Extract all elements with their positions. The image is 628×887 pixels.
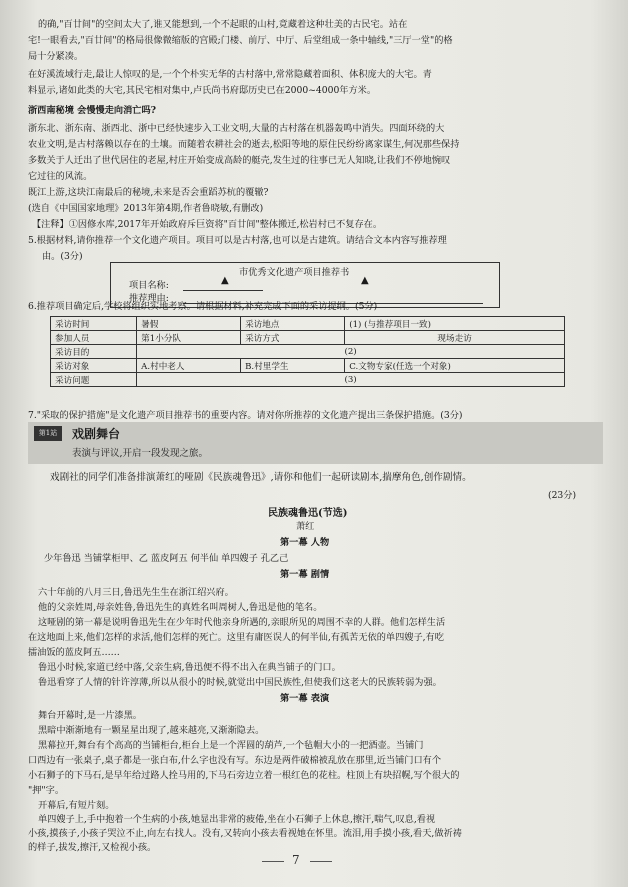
table-cell: B.村里学生: [241, 359, 345, 373]
table-cell: 暑假: [137, 317, 241, 331]
page-number-rule: [310, 861, 332, 862]
text-line: 多数关于人迁出了世代居住的老屋,村庄开始变成高龄的艇壳,发生过的往事已无人知晓,让我们不停地惋叹: [28, 155, 451, 166]
text-line: 在好溪流域行走,最让人惊叹的是,一个个朴实无华的古村落中,常常隐藏着面积、体积庞大的大宅。青: [28, 69, 432, 80]
act-heading: 第一幕 剧情: [280, 569, 330, 580]
table-row: [51, 373, 565, 387]
drama-title: 民族魂鲁迅(节选): [268, 508, 348, 519]
script-line: 鲁迅小时候,家道已经中落,父亲生病,鲁迅便不得不出入在典当铺子的门口。: [38, 662, 341, 673]
script-line: 单四嫂子上,手中抱着一个生病的小孩,她显出非常的疲倦,坐在小石狮子上休息,擦汗,喘气,叹息,看视: [38, 814, 436, 825]
table-cell: 采访方式: [241, 331, 345, 345]
script-line: 黑幕拉开,舞台有个高高的当铺柜台,柜台上是一个浑圆的葫芦,一个毡帽大小的一把酒壶。当铺门: [38, 740, 424, 751]
section-title: 戏剧舞台: [72, 427, 121, 441]
script-line: "押"字。: [28, 785, 65, 796]
script-line: 这哑剧的第一幕是说明鲁迅先生在少年时代他亲身所遇的,亲眼所见的周围不幸的人群。他们怎样生活: [38, 617, 446, 628]
drama-intro: 戏剧社的同学们准备排演萧红的哑剧《民族魂鲁迅》,请你和他们一起研读剧本,揣摩角色,创作剧情。: [50, 472, 472, 483]
script-line: 六十年前的八月三日,鲁迅先生生在浙江绍兴府。: [38, 587, 234, 598]
table-cell: 第1小分队: [137, 331, 241, 345]
table-cell: A.村中老人: [137, 359, 241, 373]
form-title: 市优秀文化遗产项目推荐书: [239, 267, 350, 278]
script-line: 小孩,摸孩子,小孩子哭泣不止,向左右找人。没有,又转向小孩去看视她在怀里。流泪,用手摸小孩,看天,做祈祷: [28, 828, 462, 839]
table-cell: (2): [137, 345, 565, 359]
text-line: 的确,"百廿间"的空间太大了,谁又能想到,一个不起眼的山村,竟藏着这种壮美的古民宅。站在: [38, 19, 408, 30]
text-line: 浙东北、浙东南、浙西北、浙中已经快速步入工业文明,大量的古村落在机器轰鸣中消失。四面环绕的大: [28, 123, 445, 134]
drama-score: (23分): [548, 490, 577, 501]
table-cell: 参加人员: [51, 331, 137, 345]
recommend-reason-label: 推荐理由:: [129, 293, 169, 304]
section-subtitle: 表演与评议,开启一段发现之旅。: [72, 448, 209, 459]
drama-author: 萧红: [296, 521, 315, 532]
table-cell: 采访地点: [241, 317, 345, 331]
triangle-marker-icon: ▲: [221, 275, 229, 286]
text-line: 局十分紧凑。: [28, 51, 84, 62]
annotation-note: 【注释】①因修水库,2017年开始政府斥巨资将"百廿间"整体搬迁,松岩村已不复存在。: [32, 219, 383, 230]
table-cell: (1) (与推荐项目一致): [345, 317, 565, 331]
triangle-marker-icon: ▲: [361, 275, 369, 286]
script-line: 在这地面上来,他们怎样的求活,他们怎样的死亡。这里有庸医误人的何半仙,有孤苦无依的单四嫂子,有吃: [28, 632, 444, 643]
cast-list: 少年鲁迅 当铺掌柜甲、乙 蓝皮阿五 何半仙 单四嫂子 孔乙己: [44, 553, 289, 564]
table-cell: 采访目的: [51, 345, 137, 359]
page-number: 7: [292, 853, 300, 867]
text-line: 农业文明,是古村落赖以存在的土壤。而随着农耕社会的逝去,松阳等地的原住民纷纷离家谋生,何况那些保持: [28, 139, 460, 150]
act-heading: 第一幕 人物: [280, 537, 330, 548]
table-row: [51, 317, 565, 331]
script-line: 口西边有一张桌子,桌子都是一张白布,什么字也没有写。东边是两件破棉被乱放在那里,近当铺门口有个: [28, 755, 442, 766]
question-5-score: 由。(3分): [42, 251, 83, 262]
table-cell: 采访时间: [51, 317, 137, 331]
interview-outline-table: [50, 316, 565, 387]
table-row: [51, 331, 565, 345]
script-line: 黑暗中渐渐地有一颗星星出现了,越来越亮,又渐渐隐去。: [38, 725, 265, 736]
source-citation: (选自《中国国家地理》2013年第4期,作者鲁晓敏,有删改): [28, 203, 264, 214]
project-name-label: 项目名称:: [129, 280, 169, 291]
text-line: 料显示,诸如此类的大宅,其民宅相对集中,卢氏尚书府邸历史已在2000~4000年方米。: [28, 85, 377, 96]
table-cell: 采访对象: [51, 359, 137, 373]
station-flag-icon: 第1站: [34, 426, 62, 441]
script-line: 开幕后,有短片刻。: [38, 800, 115, 811]
script-line: 的样子,拔发,擦汗,又检视小孩。: [28, 842, 157, 853]
page-number-rule: [262, 861, 284, 862]
table-row: [51, 359, 565, 373]
table-cell: (3): [137, 373, 565, 387]
table-cell: 现场走访: [345, 331, 565, 345]
section-banner: [28, 422, 603, 464]
question-6: 6.推荐项目确定后,学校将组织实地考察。请根据材料,补充完成下面的采访提纲。(5分): [28, 301, 378, 312]
script-line: 小石狮子的下马石,是早年给过路人拴马用的,下马石旁边立着一根红色的花柱。柱顶上有块招幌,写个很大的: [28, 770, 460, 781]
question-5: 5.根据材料,请你推荐一个文化遗产项目。项目可以是古村落,也可以是古建筑。请结合文本内容写推荐理: [28, 235, 447, 246]
act-heading: 第一幕 表演: [280, 693, 330, 704]
question-7: 7."采取的保护措施"是文化遗产项目推荐书的重要内容。请对你所推荐的文化遗产提出三条保护措施。(3分): [28, 410, 463, 421]
script-line: 擂油饭的蓝皮阿五……: [28, 647, 120, 658]
script-line: 舞台开幕时,是一片漆黑。: [38, 710, 142, 721]
script-line: 他的父亲姓周,母亲姓鲁,鲁迅先生的真姓名叫周树人,鲁迅是他的笔名。: [38, 602, 323, 613]
text-line: 既江上游,这块江南最后的秘境,未来是否会重蹈苏杭的覆辙?: [28, 187, 269, 198]
table-row: [51, 345, 565, 359]
script-line: 鲁迅看穿了人情的针许淳薄,所以从很小的时候,就觉出中国民族性,但使我们这老大的民族转弱为强。: [38, 677, 442, 688]
section-heading: 浙西南秘境 会慢慢走向消亡吗?: [28, 105, 157, 116]
text-line: 它过往的风流。: [28, 171, 93, 182]
text-line: 宅!一眼看去,"百廿间"的格局很像微缩版的宫殿;门楼、前厅、中厅、后堂组成一条中轴线,"三厅一堂"的格: [28, 35, 453, 46]
table-cell: C.文物专家(任选一个对象): [345, 359, 565, 373]
table-cell: 采访问题: [51, 373, 137, 387]
